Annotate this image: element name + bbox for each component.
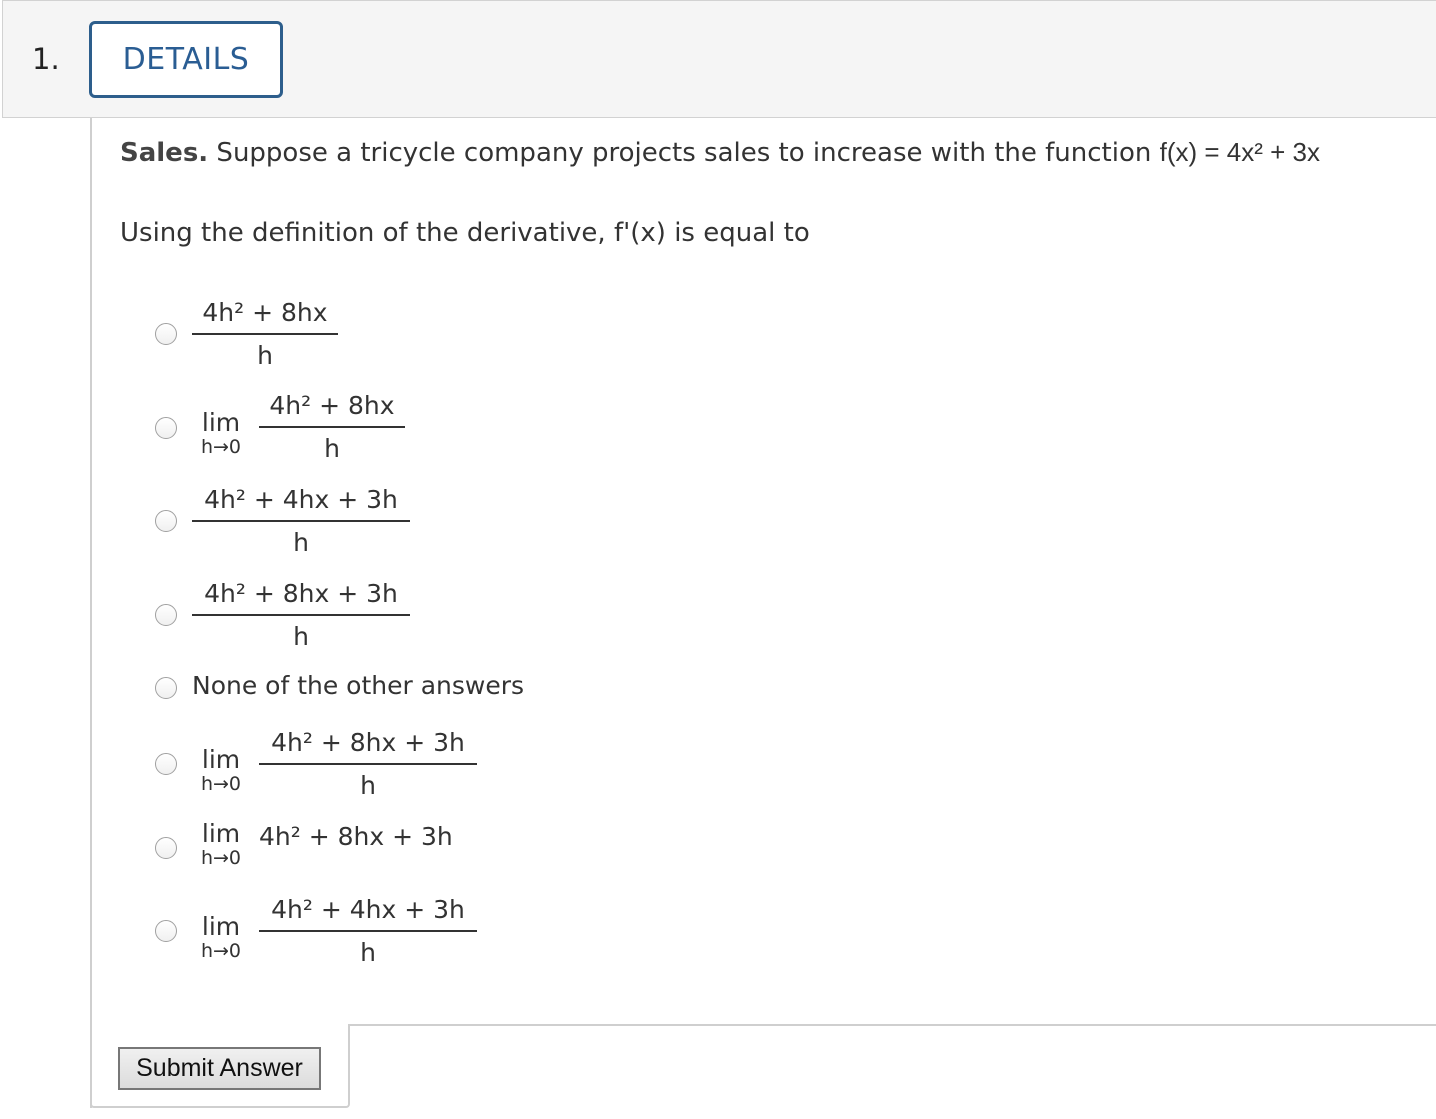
option-7-limit <box>190 821 252 869</box>
fraction-bar <box>259 930 477 932</box>
limit-word: lim <box>201 745 241 774</box>
option-4-denominator: h <box>293 622 309 651</box>
option-2-limit <box>190 410 252 458</box>
option-4-fraction <box>192 579 410 651</box>
option-8-numerator: 4h² + 4hx + 3h <box>271 895 465 924</box>
fraction-bar <box>259 426 405 428</box>
option-2-radio[interactable] <box>155 417 177 439</box>
submit-answer-button[interactable]: Submit Answer <box>118 1047 321 1090</box>
option-5-radio[interactable] <box>155 677 177 699</box>
footer-divider <box>348 1024 1436 1026</box>
option-4-radio[interactable] <box>155 604 177 626</box>
option-3-numerator: 4h² + 4hx + 3h <box>204 485 398 514</box>
function-expression: f(x) = 4x² + 3x <box>1159 137 1320 167</box>
problem-label: Sales. <box>120 138 209 168</box>
details-button[interactable]: DETAILS <box>89 21 283 98</box>
option-7-radio[interactable] <box>155 837 177 859</box>
option-6-limit <box>190 747 252 795</box>
option-1-denominator: h <box>257 341 273 370</box>
option-5-label: None of the other answers <box>192 671 525 700</box>
question-number: 1. <box>32 42 60 76</box>
option-1-radio[interactable] <box>155 323 177 345</box>
option-8-limit <box>190 914 252 962</box>
problem-statement <box>120 137 1320 168</box>
limit-subscript: h→0 <box>200 773 242 795</box>
option-6-radio[interactable] <box>155 753 177 775</box>
option-8-fraction <box>259 895 477 967</box>
option-4-numerator: 4h² + 8hx + 3h <box>204 579 398 608</box>
limit-word: lim <box>201 912 241 941</box>
option-3-radio[interactable] <box>155 510 177 532</box>
limit-word: lim <box>201 819 241 848</box>
option-3-fraction <box>192 485 410 557</box>
fraction-bar <box>192 520 410 522</box>
option-8-denominator: h <box>360 938 376 967</box>
fraction-bar <box>259 763 477 765</box>
option-6-fraction <box>259 728 477 800</box>
option-1-fraction <box>192 298 338 370</box>
option-8-radio[interactable] <box>155 920 177 942</box>
fraction-bar <box>192 614 410 616</box>
option-6-numerator: 4h² + 8hx + 3h <box>271 728 465 757</box>
fraction-bar <box>192 333 338 335</box>
option-2-numerator: 4h² + 8hx <box>269 391 395 420</box>
option-3-denominator: h <box>293 528 309 557</box>
limit-subscript: h→0 <box>200 436 242 458</box>
option-1-numerator: 4h² + 8hx <box>202 298 328 327</box>
option-2-fraction <box>259 391 405 463</box>
option-6-denominator: h <box>360 771 376 800</box>
limit-subscript: h→0 <box>200 940 242 962</box>
problem-text: Suppose a tricycle company projects sales to increase with the function <box>208 138 1160 168</box>
option-2-denominator: h <box>324 434 340 463</box>
option-7-expression: 4h² + 8hx + 3h <box>259 822 453 851</box>
limit-subscript: h→0 <box>200 847 242 869</box>
question-prompt: Using the definition of the derivative, f'(x) is equal to <box>120 218 810 248</box>
limit-word: lim <box>201 408 241 437</box>
